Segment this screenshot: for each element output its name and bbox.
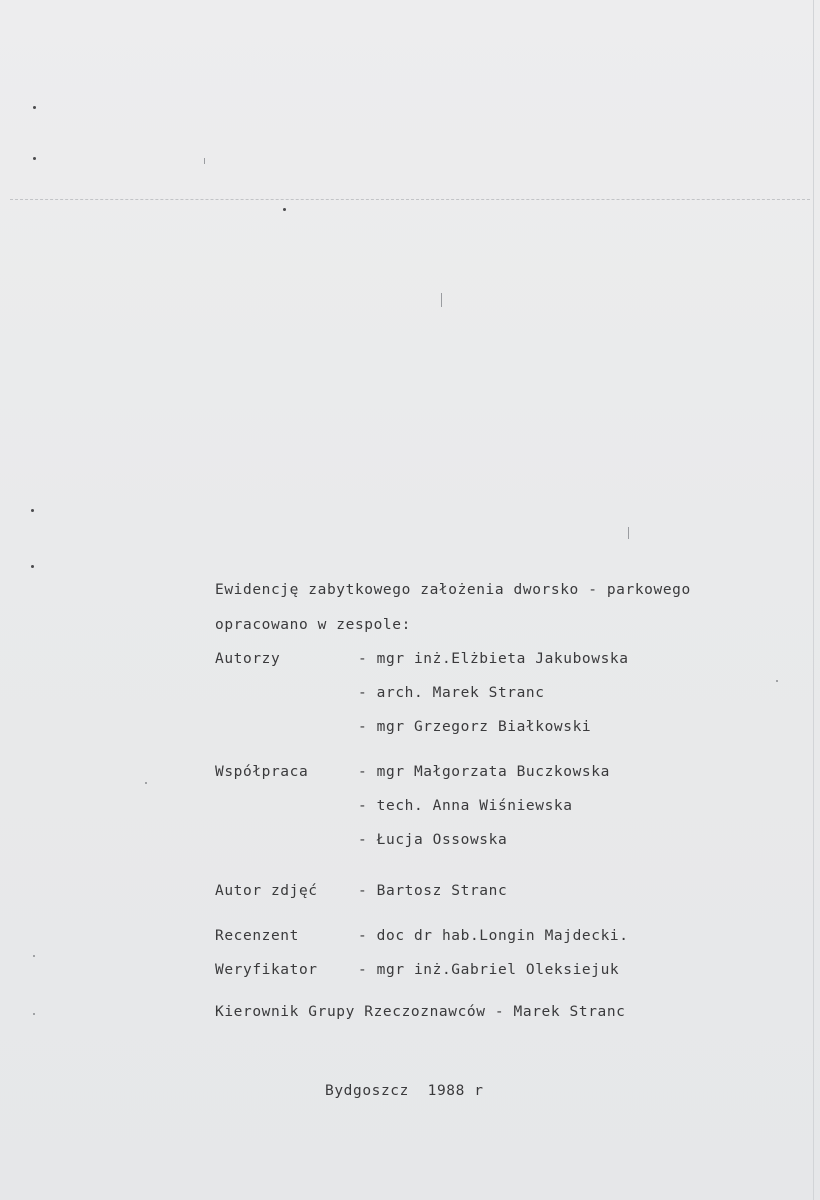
authors-label: Autorzy bbox=[215, 651, 281, 667]
scan-mark bbox=[441, 293, 442, 307]
cooperation-entry: - mgr Małgorzata Buczkowska bbox=[358, 764, 610, 780]
place-and-date: Bydgoszcz 1988 r bbox=[325, 1083, 484, 1099]
scan-mark bbox=[204, 158, 205, 164]
heading-line-2: opracowano w zespole: bbox=[215, 617, 411, 633]
reviewer-value: - doc dr hab.Longin Majdecki. bbox=[358, 928, 629, 944]
scan-speck bbox=[145, 782, 147, 784]
scan-speck bbox=[31, 565, 34, 568]
page-edge bbox=[813, 0, 814, 1200]
fold-line bbox=[10, 199, 810, 200]
scan-speck bbox=[33, 955, 35, 957]
scan-speck bbox=[283, 208, 286, 211]
scan-speck bbox=[31, 509, 34, 512]
reviewer-label: Recenzent bbox=[215, 928, 299, 944]
cooperation-entry: - Łucja Ossowska bbox=[358, 832, 508, 848]
scan-speck bbox=[776, 680, 778, 682]
cooperation-label: Współpraca bbox=[215, 764, 309, 780]
photos-value: - Bartosz Stranc bbox=[358, 883, 508, 899]
cooperation-entry: - tech. Anna Wiśniewska bbox=[358, 798, 573, 814]
scan-speck bbox=[33, 1013, 35, 1015]
photos-label: Autor zdjęć bbox=[215, 883, 318, 899]
author-entry: - mgr inż.Elżbieta Jakubowska bbox=[358, 651, 629, 667]
verifier-label: Weryfikator bbox=[215, 962, 318, 978]
group-leader: Kierownik Grupy Rzeczoznawców - Marek Stranc bbox=[215, 1004, 626, 1020]
heading-line-1: Ewidencję zabytkowego założenia dworsko - parkowego bbox=[215, 582, 691, 598]
scan-speck bbox=[33, 106, 36, 109]
author-entry: - mgr Grzegorz Białkowski bbox=[358, 719, 592, 735]
verifier-value: - mgr inż.Gabriel Oleksiejuk bbox=[358, 962, 620, 978]
scan-speck bbox=[33, 157, 36, 160]
scan-mark bbox=[628, 527, 629, 539]
author-entry: - arch. Marek Stranc bbox=[358, 685, 545, 701]
